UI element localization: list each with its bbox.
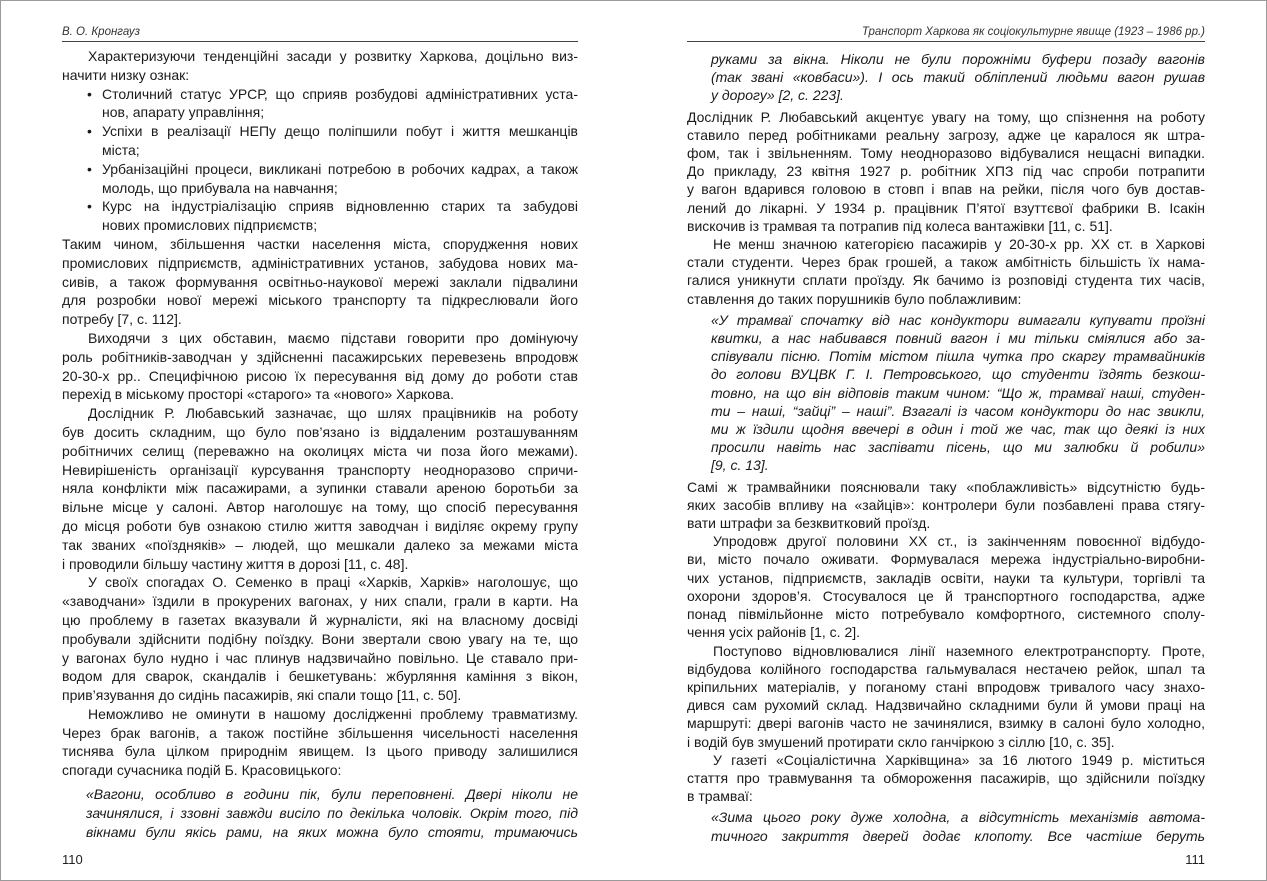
text-line: вільне місце у салоні. Автор наголошує на тому, що спосіб пересування [62, 499, 578, 516]
text-line: пробували здійснити подібну поїздку. Вони звертали свою увагу на те, що [62, 630, 578, 647]
block-quote [687, 311, 1205, 475]
text-line: відбудова колійного господарства гальмувалася нестачею рейок, шпал та [687, 660, 1205, 677]
page-body [687, 47, 1205, 848]
text-line: «Вагони, особливо в години пік, були переповнені. Двері ніколи не [86, 786, 578, 803]
text-line: Урбанізаційні процеси, викликані потребою в робочих кадрах, а також [102, 160, 578, 177]
text-line: Дослідник Р. Любавський акцентує увагу на тому, що спізнення на роботу [687, 108, 1205, 125]
text-line: «заводчани» їздили в прокурених вагонах, у них спали, грали в карти. На [62, 593, 578, 610]
text-line: прив’язування до сидінь пасажирів, які спали тощо [11, с. 50]. [62, 687, 462, 704]
text-line: чення усіх районів [1, с. 2]. [687, 624, 861, 641]
text-line: лений до лікарні. У 1934 р. працівник П’ятої взуттєвої фабрики В. Ісакін [687, 199, 1205, 216]
bullet-icon: • [87, 160, 92, 177]
text-line: нов, апарату управління; [102, 104, 265, 121]
paragraph [62, 404, 578, 573]
text-line: Дослідник Р. Любавський зазначає, що шлях працівників на роботу [88, 405, 578, 422]
text-line: стаття про травмування та обмороження пасажирів, що здійснили поїздку [687, 769, 1205, 786]
paragraph [62, 235, 578, 329]
text-line: Курс на індустріалізацію сприяв відновленню старих та забудові [102, 198, 578, 215]
text-line: вікнами були якісь рами, на яких можна було стояти, тримаючись [86, 823, 578, 840]
text-line: стали студенти. Через брак грошей, а також амбітність більшість їх нама- [687, 254, 1205, 271]
text-line: цю проблему в газетах вказували й журналісти, які на власному досвіді [62, 611, 578, 628]
text-line: понад півмільйонне місто потребувало комфортного, системного сполу- [687, 606, 1205, 623]
page-number: 111 [1185, 852, 1205, 867]
text-line: руками за вікна. Ніколи не були порожніми буфери позаду вагонів [711, 51, 1205, 67]
text-line: фом, так і звільненням. Тому неодноразово відбувалися нещасні випадки. [687, 145, 1205, 162]
bullet-item [62, 197, 578, 235]
paragraph [62, 705, 578, 780]
page-right [687, 0, 1205, 881]
text-line: ти – наші, “зайці” – наші”. Взагалі із часом кондуктори до нас звикли, [711, 402, 1205, 419]
text-line: кріпильних матеріалів, у поганому стані впродовж тривалого часу знахо- [687, 678, 1205, 695]
text-line: у вагон вдарився головою в стовп і впав на рейки, після чого був достав- [687, 181, 1205, 198]
text-line: галися уникнути сплати проїзду. Як бачимо із розповіді студента тих часів, [687, 272, 1205, 289]
text-line: нових промислових підприємств; [102, 217, 318, 234]
bullet-item [62, 122, 578, 160]
text-line: молодь, що прибувала на навчання; [102, 179, 338, 196]
block-quote [687, 50, 1205, 105]
paragraph [687, 642, 1205, 751]
text-line: сивів, а також формування освітньо-наукової мережі заклали підвалини [62, 273, 578, 290]
text-line: До прикладу, 23 квітня 1927 р. робітник ХПЗ під час спроби потрапити [687, 163, 1205, 180]
text-line: Самі ж трамвайники пояснювали таку «поблажливість» відсутністю будь- [687, 478, 1205, 495]
text-line: Характеризуючи тенденційні засади у розвитку Харкова, доцільно виз- [88, 48, 578, 64]
text-line: потребу [7, с. 112]. [62, 311, 182, 328]
block-quote [62, 785, 578, 841]
paragraph [62, 573, 578, 705]
text-line: у дорогу» [2, с. 223]. [711, 87, 844, 104]
text-line: робітничих селищ (переважно на околицях міста чи поза його межами). [62, 442, 578, 459]
text-line: «У трамваї спочатку від нас кондуктори вимагали купувати проїзні [711, 311, 1205, 328]
bullet-icon: • [87, 85, 92, 102]
running-header: В. О. Кронгауз [62, 26, 578, 42]
text-line: Виходячи з цих обставин, маємо підстави говорити про домінуючу [88, 329, 578, 346]
text-line: тичного закриття дверей додає клопоту. Все частіше беруть [711, 827, 1205, 844]
text-line: до місця роботи був ознакою стилю життя заводчан і виділяє окрему групу [62, 517, 578, 534]
text-line: У газеті «Соціалістична Харківщина» за 16 лютого 1949 р. міститься [713, 751, 1205, 768]
paragraph [62, 329, 578, 404]
paragraph [687, 108, 1205, 235]
text-line: Через брак вагонів, а також постійне збільшення чисельності населення [62, 724, 578, 741]
bullet-item [62, 85, 578, 123]
text-line: у вагонах було нудно і час плинув надзвичайно повільно. Це ставало при- [62, 649, 578, 666]
text-line: ви, місто почало оживати. Формувалася мережа індустріально-виробни- [687, 551, 1205, 568]
text-line: зачинялися, і ззовні завжди висіло по декілька чоловік. Окрім того, під [86, 804, 578, 821]
text-line: Таким чином, збільшення частки населення міста, спорудження нових [62, 235, 578, 252]
text-line: дився сам рухомий склад. Надзвичайно складними були й умови праці на [687, 697, 1205, 714]
page-left [62, 0, 578, 881]
text-line: (так звані «ковбаси»). І ось такий обліплений людьми вагон рушав [711, 69, 1205, 86]
text-line: співували пісню. Потім містом пішла чутка про скаргу трамвайників [711, 348, 1205, 365]
text-line: перехід в міському просторі «старого» та «нового» Харкова. [62, 386, 455, 403]
text-line: яких засобів впливу на «зайців»: контролери були позбавлені права стягу- [687, 496, 1205, 513]
text-line: Успіхи в реалізації НЕПу дещо поліпшили побут і життя мешканців [102, 123, 578, 140]
paragraph [687, 751, 1205, 806]
text-line: так званих «поїздняків» – людей, що мешкали далеко за межами міста [62, 536, 578, 553]
text-line: охорони здоров’я. Стосувалося це й транспортного господарства, адже [687, 587, 1205, 604]
text-line: Не менш значною категорією пасажирів у 20-30-х рр. XX ст. в Харкові [713, 236, 1205, 253]
text-line: до голови ВУЦВК Г. І. Петровського, що студенти їздять безкош- [711, 366, 1205, 383]
text-line: ставлення до таких порушників було поблажливим: [687, 290, 1022, 307]
text-line: начити низку ознак: [62, 66, 190, 83]
text-line: квитки, а нас набивався повний вагон і ми тільки сміялися або за- [711, 330, 1205, 347]
text-line: ми ж їздили щодня ввечері в один і той же час, так що деякі із них [711, 421, 1205, 438]
paragraph [687, 478, 1205, 533]
text-line: 20-30-х рр.. Специфічною рисою їх пересування від дому до роботи став [62, 367, 578, 384]
text-line: маршруті: двері вагонів часто не зачинялися, взимку в салоні було холодно, [687, 715, 1205, 732]
text-line: Поступово відновлювалися лінії наземного електротранспорту. Проте, [713, 642, 1205, 659]
text-line: спогади сучасника подій Б. Красовицького: [62, 762, 342, 779]
text-line: в трамваї: [687, 788, 753, 805]
bullet-icon: • [87, 123, 92, 140]
text-line: роль робітників-заводчан у здійсненні пасажирських перевезень впродовж [62, 348, 578, 365]
block-quote [687, 808, 1205, 844]
text-line: просили навіть нас заспівати пісень, що ми залюбки й робили» [711, 439, 1205, 456]
bullet-item [62, 160, 578, 198]
text-line: промислових підприємств, адміністративних установ, забудова нових ма- [62, 254, 578, 271]
paragraph [62, 47, 578, 85]
text-line: міста; [102, 141, 140, 158]
text-line: Невирішеність організації курсування транспорту неодноразово спричи- [62, 461, 578, 478]
text-line: для розробки нової мережі міського транспорту та підкреслювали його [62, 292, 578, 309]
text-line: Столичний статус УРСР, що сприяв розбудові адміністративних уста- [102, 85, 578, 102]
page-number: 110 [62, 852, 83, 867]
text-line: ставило перед робітниками реальну загрозу, адже це каралося як штра- [687, 126, 1205, 143]
text-line: товно, на що він відповів таким чином: “Що ж, трамваї наші, студен- [711, 384, 1205, 401]
text-line: і проводили більшу частину життя в дорозі [11, с. 48]. [62, 555, 409, 572]
text-line: Неможливо не оминути в нашому дослідженні проблему травматизму. [88, 705, 578, 722]
paragraph [687, 532, 1205, 641]
text-line: [9, с. 13]. [711, 457, 769, 474]
text-line: «Зима цього року дуже холодна, а відсутність механізмів автома- [711, 809, 1205, 826]
text-line: Упродовж другої половини XX ст., із закінченням повоєнної відбудо- [713, 533, 1205, 550]
paragraph [687, 235, 1205, 308]
running-header: Транспорт Харкова як соціокультурне явище (1923 – 1986 рр.) [687, 26, 1205, 42]
text-line: і водій був змушений протирати скло ганчіркою з сіллю [10, с. 35]. [687, 733, 1115, 750]
text-line: тиснява була цілком природнім явищем. Із цього приводу залишилися [62, 743, 578, 760]
text-line: чих установ, підприємств, закладів освіти, науки та культури, торгівлі та [687, 569, 1205, 586]
bullet-icon: • [87, 198, 92, 215]
text-line: У своїх спогадах О. Семенко в праці «Харків, Харків» наголошує, що [88, 574, 578, 591]
text-line: няла конфлікти між пасажирами, а зупинки ставали ареною боротьби за [62, 480, 578, 497]
text-line: водом для сварок, скандалів і бешкетувань: жбурляння каміння з вікон, [62, 668, 578, 685]
text-line: вискочив із трамвая та потрапив під колеса вантажівки [11, с. 51]. [687, 217, 1113, 234]
page-body [62, 47, 578, 846]
text-line: був досить складним, що було пов’язано із віддаленим розташуванням [62, 423, 578, 440]
text-line: вати штрафи за безквитковий проїзд. [687, 515, 931, 532]
